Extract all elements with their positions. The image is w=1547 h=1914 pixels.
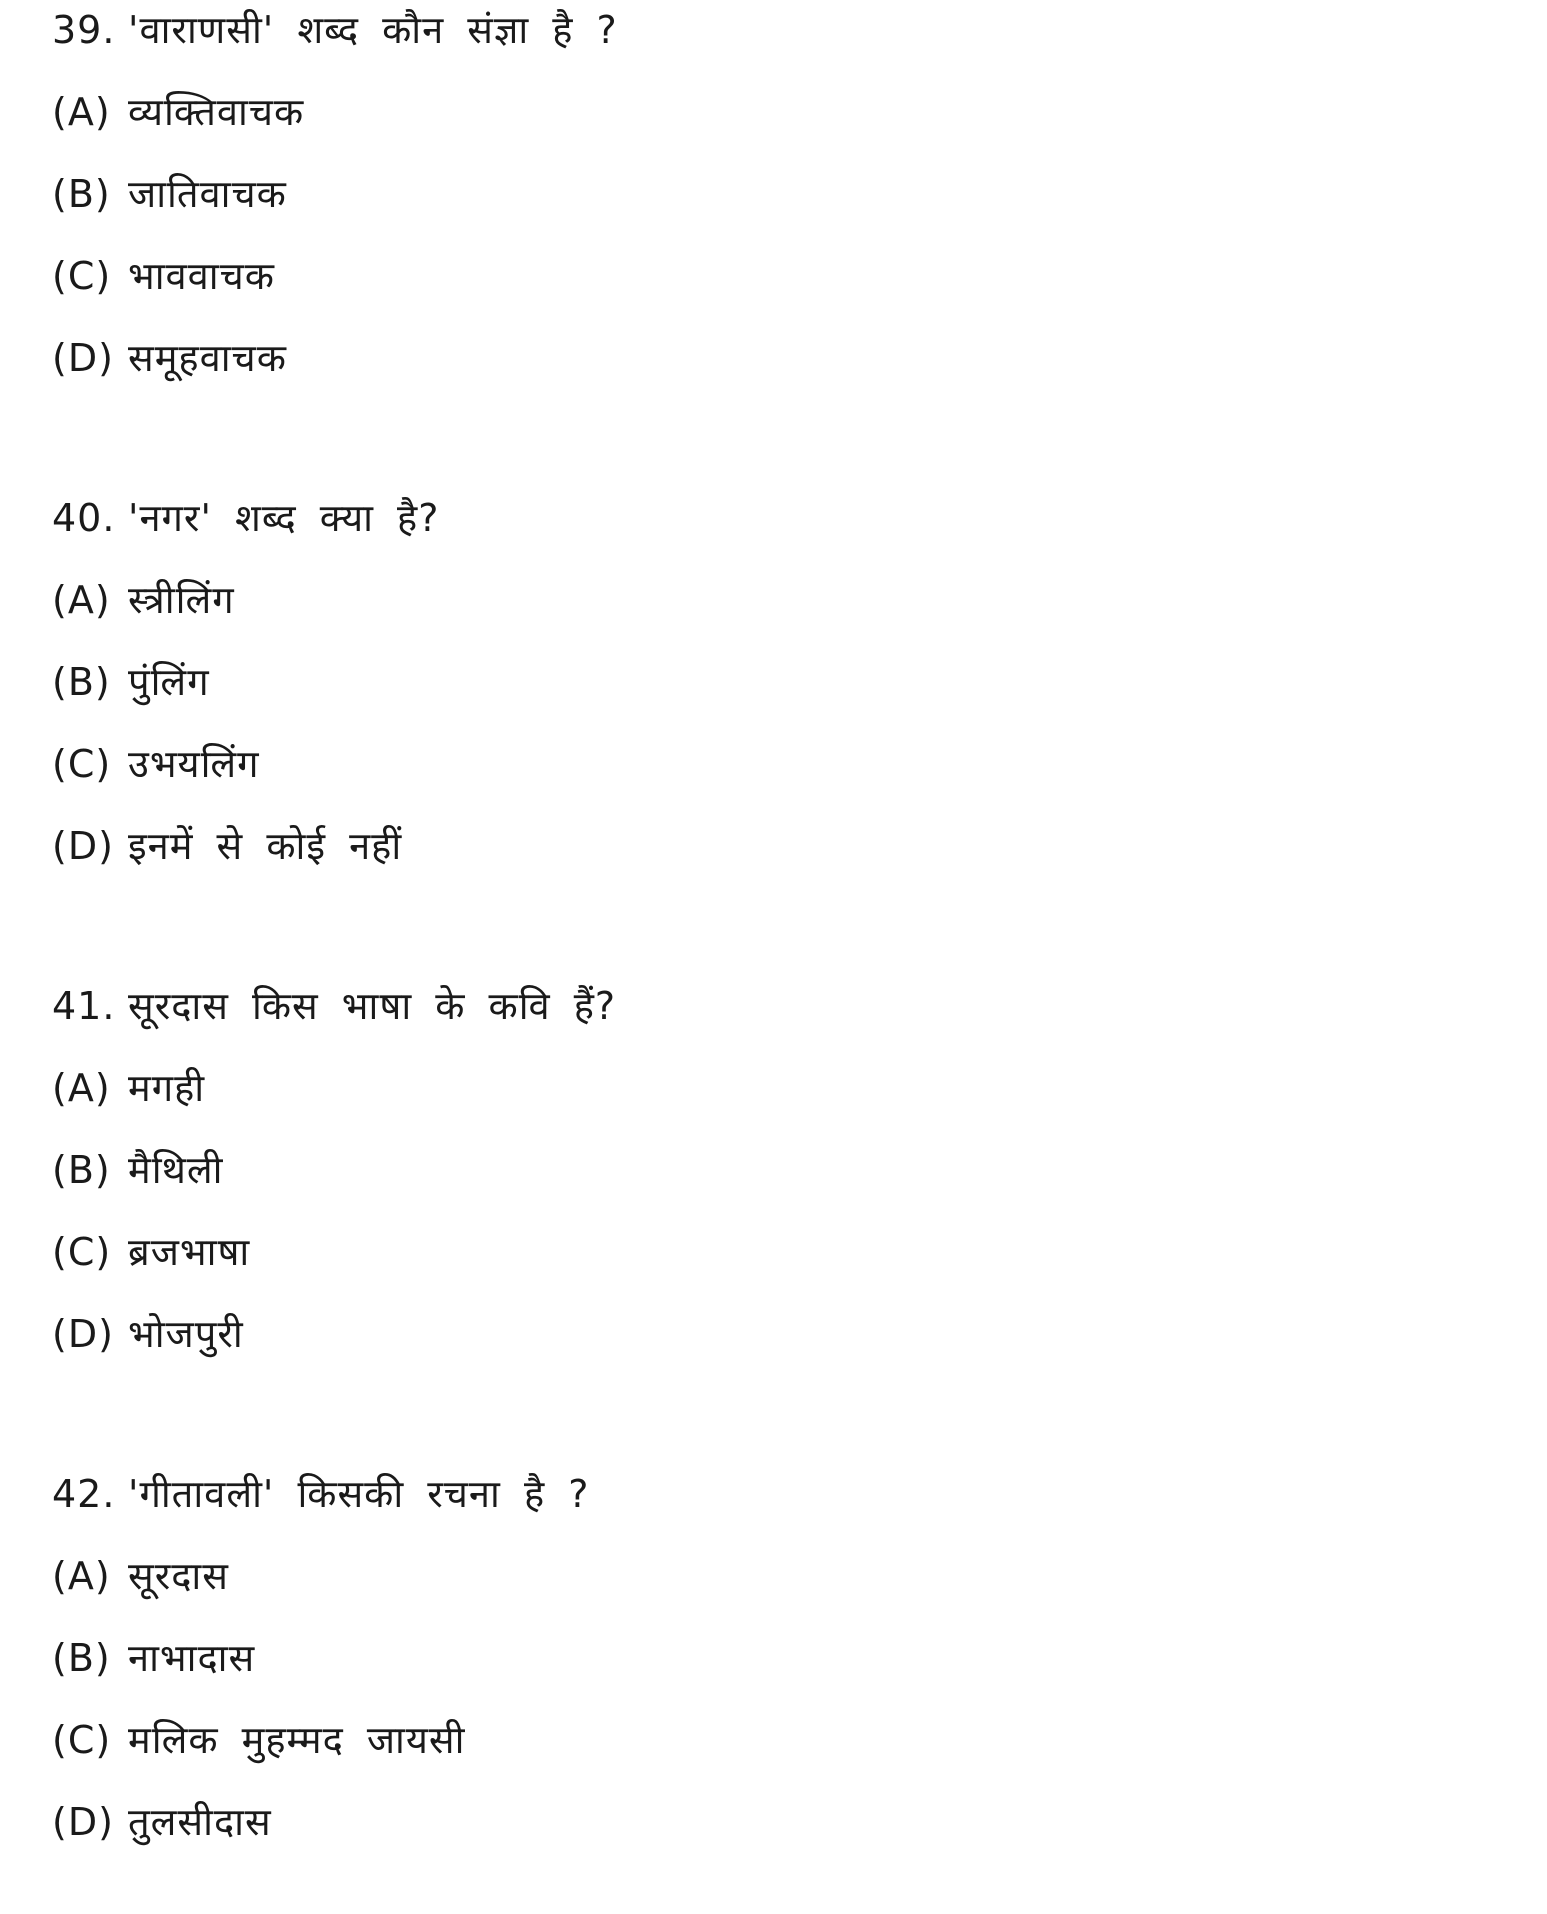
option-label: (A) <box>52 578 111 622</box>
option-text: मगही <box>128 1066 206 1110</box>
option-b[interactable] <box>52 1634 1492 1682</box>
option-text: व्यक्तिवाचक <box>128 90 305 134</box>
question-number: 39. <box>52 8 116 52</box>
question-42 <box>52 1470 1492 1846</box>
option-label: (D) <box>52 336 114 380</box>
question-number: 41. <box>52 984 116 1028</box>
option-a[interactable] <box>52 1552 1492 1600</box>
option-label: (C) <box>52 1718 112 1762</box>
option-c[interactable] <box>52 1716 1492 1764</box>
option-d[interactable] <box>52 1310 1492 1358</box>
option-label: (C) <box>52 1230 112 1274</box>
option-label: (B) <box>52 1148 111 1192</box>
option-text: सूरदास <box>128 1554 229 1598</box>
option-c[interactable] <box>52 252 1492 300</box>
question-number: 40. <box>52 496 116 540</box>
option-text: भाववाचक <box>128 254 275 298</box>
option-text: स्त्रीलिंग <box>128 578 235 622</box>
option-label: (A) <box>52 1554 111 1598</box>
option-text: भोजपुरी <box>128 1312 244 1356</box>
option-b[interactable] <box>52 170 1492 218</box>
option-b[interactable] <box>52 658 1492 706</box>
question-41 <box>52 982 1492 1358</box>
option-text: इनमें से कोई नहीं <box>128 824 403 868</box>
question-stem <box>52 494 1492 542</box>
option-label: (B) <box>52 660 111 704</box>
option-text: मलिक मुहम्मद जायसी <box>128 1718 466 1762</box>
question-text: 'वाराणसी' शब्द कौन संज्ञा है ? <box>128 8 618 52</box>
option-d[interactable] <box>52 334 1492 382</box>
question-stem <box>52 1470 1492 1518</box>
option-text: ब्रजभाषा <box>128 1230 251 1274</box>
question-text: 'गीतावली' किसकी रचना है ? <box>128 1472 590 1516</box>
option-label: (A) <box>52 1066 111 1110</box>
option-label: (B) <box>52 1636 111 1680</box>
option-a[interactable] <box>52 88 1492 136</box>
option-text: पुंलिंग <box>128 660 210 704</box>
question-text: सूरदास किस भाषा के कवि हैं? <box>128 984 617 1028</box>
option-c[interactable] <box>52 1228 1492 1276</box>
option-label: (C) <box>52 254 112 298</box>
option-text: उभयलिंग <box>128 742 260 786</box>
option-label: (A) <box>52 90 111 134</box>
question-stem <box>52 6 1492 54</box>
option-label: (D) <box>52 1800 114 1844</box>
question-text: 'नगर' शब्द क्या है? <box>128 496 440 540</box>
option-label: (D) <box>52 1312 114 1356</box>
option-a[interactable] <box>52 1064 1492 1112</box>
option-c[interactable] <box>52 740 1492 788</box>
option-d[interactable] <box>52 1798 1492 1846</box>
option-text: जातिवाचक <box>128 172 287 216</box>
question-number: 42. <box>52 1472 116 1516</box>
option-d[interactable] <box>52 822 1492 870</box>
option-text: समूहवाचक <box>128 336 287 380</box>
option-text: मैथिली <box>128 1148 224 1192</box>
option-b[interactable] <box>52 1146 1492 1194</box>
option-a[interactable] <box>52 576 1492 624</box>
option-label: (C) <box>52 742 112 786</box>
option-text: नाभादास <box>128 1636 256 1680</box>
question-39 <box>52 6 1492 382</box>
option-label: (B) <box>52 172 111 216</box>
question-40 <box>52 494 1492 870</box>
option-label: (D) <box>52 824 114 868</box>
option-text: तुलसीदास <box>128 1800 272 1844</box>
question-stem <box>52 982 1492 1030</box>
